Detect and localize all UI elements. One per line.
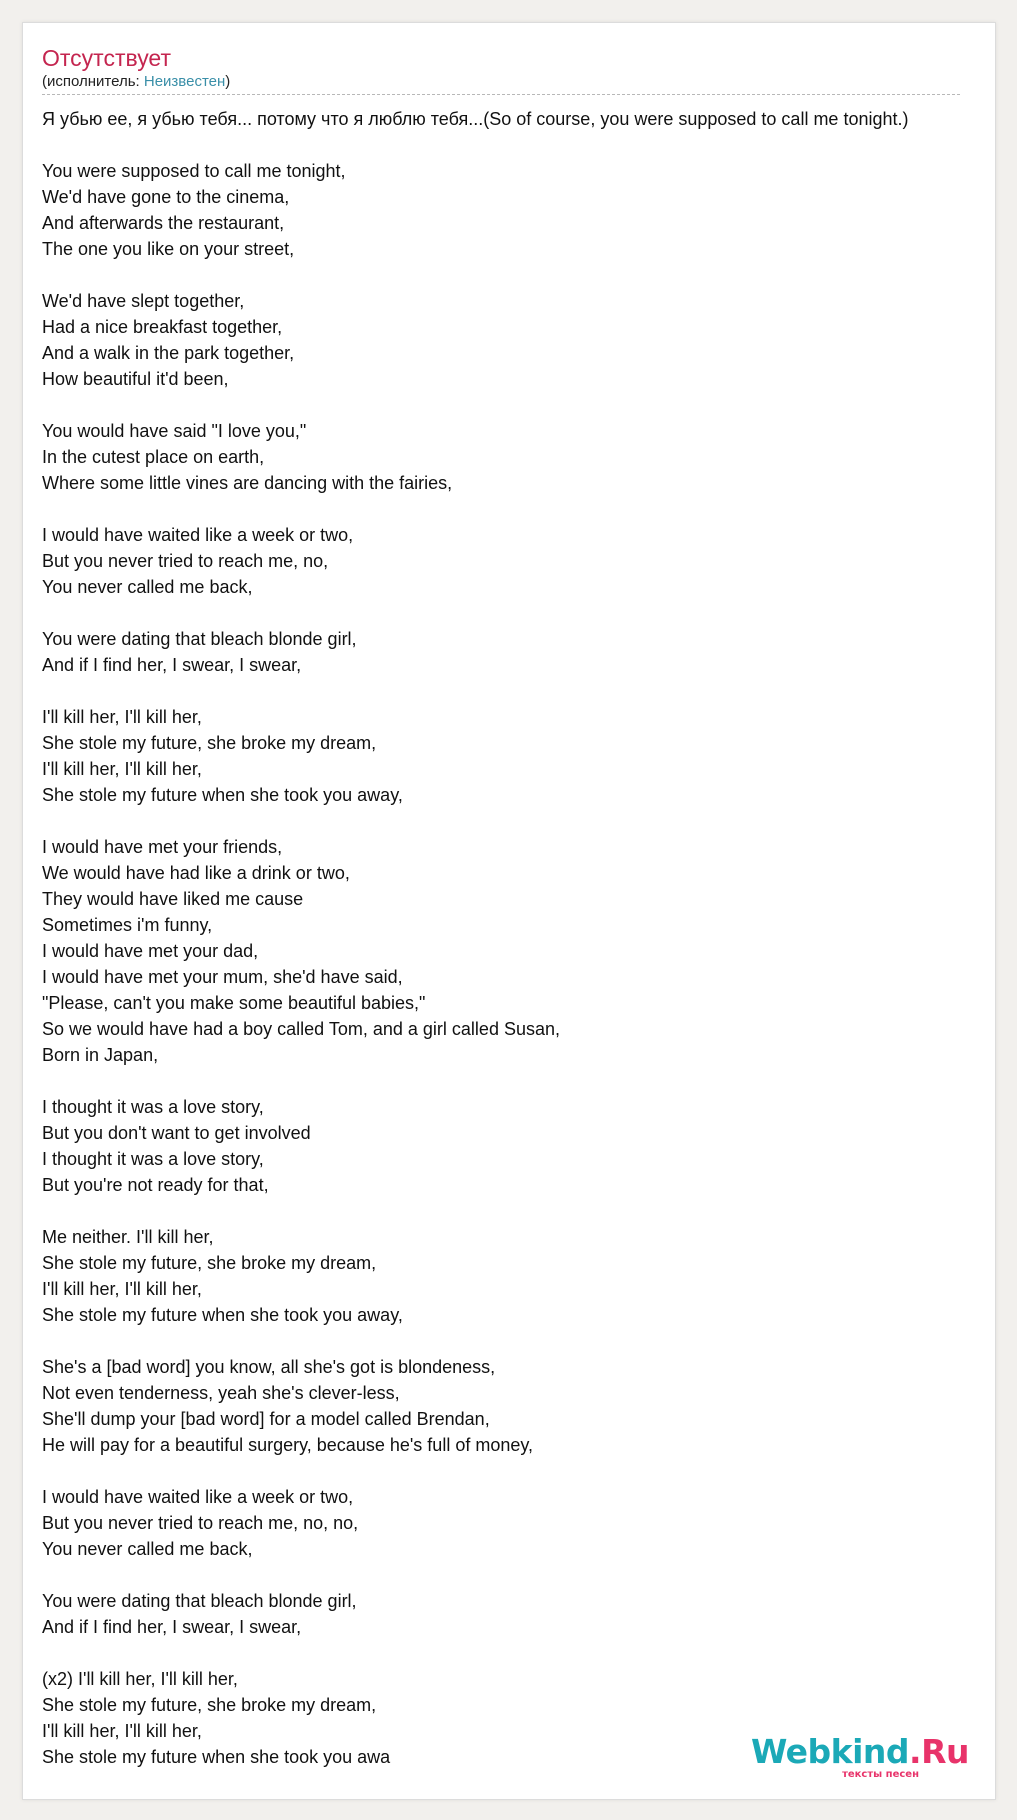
lyrics-text: Я убью ее, я убью тебя... потому что я люблю тебя...(So of course, you were supposed to call me tonight.) You were supposed to call me tonight, We'd have gone to the cinema, And afterwards the restaurant, The one you like on your street, We'd have slept together, Had a nice breakfast together, And a walk in the park together, How beautiful it'd been, You would have said "I love you," In the cutest place on earth, Where some little vines are dancing with the fairies, I would have waited like a week or two, But you never tried to reach me, no, You never called me back, You were dating that bleach blonde girl, And if I find her, I swear, I swear, I'll kill her, I'll kill her, She stole my future, she broke my dream, I'll kill her, I'll kill her, She stole my future when she took you away, I would have met your friends, We would have had like a drink or two, They would have liked me cause Sometimes i'm funny, I would have met your dad, I would have met your mum, she'd have said, "Please, can't you make some beautiful babies," So we would have had a boy called Tom, and a girl called Susan, Born in Japan, I thought it was a love story, But you don't want to get involved I thought it was a love story, But you're not ready for that, Me neither. I'll kill her, She stole my future, she broke my dream, I'll kill her, I'll kill her, She stole my future when she took you away, She's a [bad word] you know, all she's got is blondeness, Not even tenderness, yeah she's clever-less, She'll dump your [bad word] for a model called Brendan, He will pay for a beautiful surgery, because he's full of money, I would have waited like a week or two, But you never tried to reach me, no, no, You never called me back, You were dating that bleach blonde girl, And if I find her, I swear, I swear, (x2) I'll kill her, I'll kill her, She stole my future, she broke my dream, I'll kill her, I'll kill her, She stole my future when she took you awa — [42, 109, 909, 1767]
title-divider — [42, 94, 960, 95]
lyrics-card — [22, 22, 996, 1800]
logo-wordmark — [751, 1733, 969, 1771]
logo-tld: .Ru — [909, 1732, 969, 1771]
artist-line — [42, 73, 230, 91]
webkind-logo[interactable] — [750, 1732, 975, 1783]
logo-word: Webkind — [750, 1732, 910, 1771]
logo-tagline: тексты песен — [842, 1769, 919, 1780]
song-title: Отсутствует — [42, 45, 171, 71]
artist-prefix: (исполнитель: — [42, 73, 144, 90]
artist-suffix: ) — [225, 73, 231, 90]
artist-link[interactable]: Неизвестен — [143, 73, 226, 90]
